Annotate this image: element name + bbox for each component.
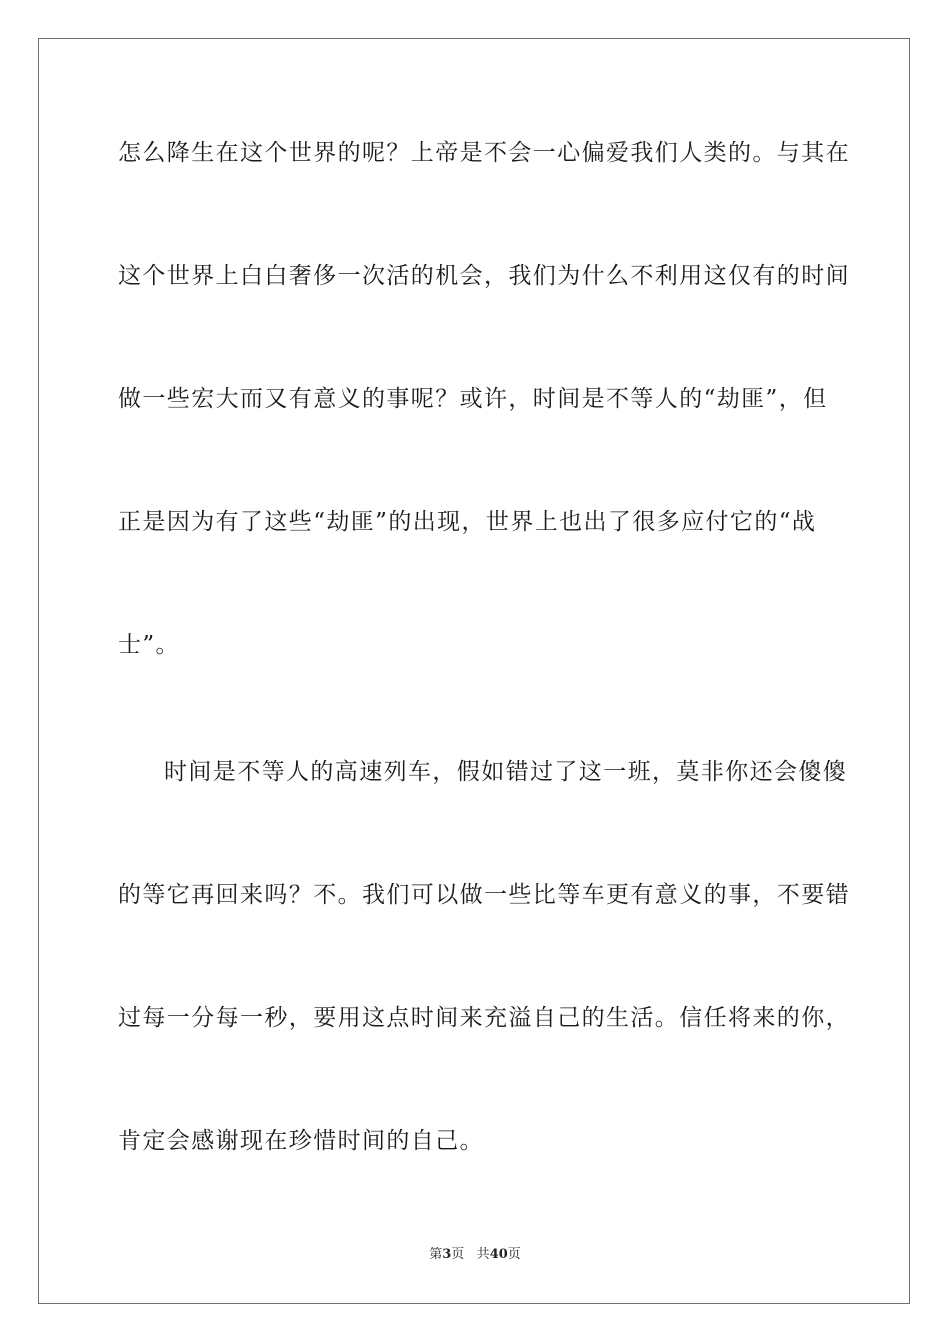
text-line-4: 正是因为有了这些“劫匪”的出现，世界上也出了很多应付它的“战 (118, 509, 817, 535)
page-frame (38, 38, 910, 1304)
text-line-3: 做一些宏大而又有意义的事呢？或许，时间是不等人的“劫匪”，但 (118, 386, 828, 412)
page-footer (0, 1246, 950, 1264)
text-line-7: 的等它再回来吗？不。我们可以做一些比等车更有意义的事，不要错 (118, 882, 850, 908)
total-prefix: 共 (476, 1247, 490, 1262)
text-line-1: 怎么降生在这个世界的呢？上帝是不会一心偏爱我们人类的。与其在 (118, 140, 850, 166)
text-line-5: 士”。 (118, 632, 180, 658)
page-number: 3 (442, 1247, 452, 1262)
text-line-9: 肯定会感谢现在珍惜时间的自己。 (118, 1128, 484, 1154)
text-line-2: 这个世界上白白奢侈一次活的机会，我们为什么不利用这仅有的时间 (118, 263, 850, 289)
total-pages: 40 (489, 1247, 508, 1262)
paragraph-2-first-line: 时间是不等人的高速列车，假如错过了这一班，莫非你还会傻傻 (164, 759, 848, 785)
page-suffix: 页 (451, 1247, 465, 1262)
text-line-8: 过每一分每一秒，要用这点时间来充溢自己的生活。信任将来的你， (118, 1005, 850, 1031)
total-suffix: 页 (507, 1247, 521, 1262)
page-prefix: 第 (429, 1247, 443, 1262)
